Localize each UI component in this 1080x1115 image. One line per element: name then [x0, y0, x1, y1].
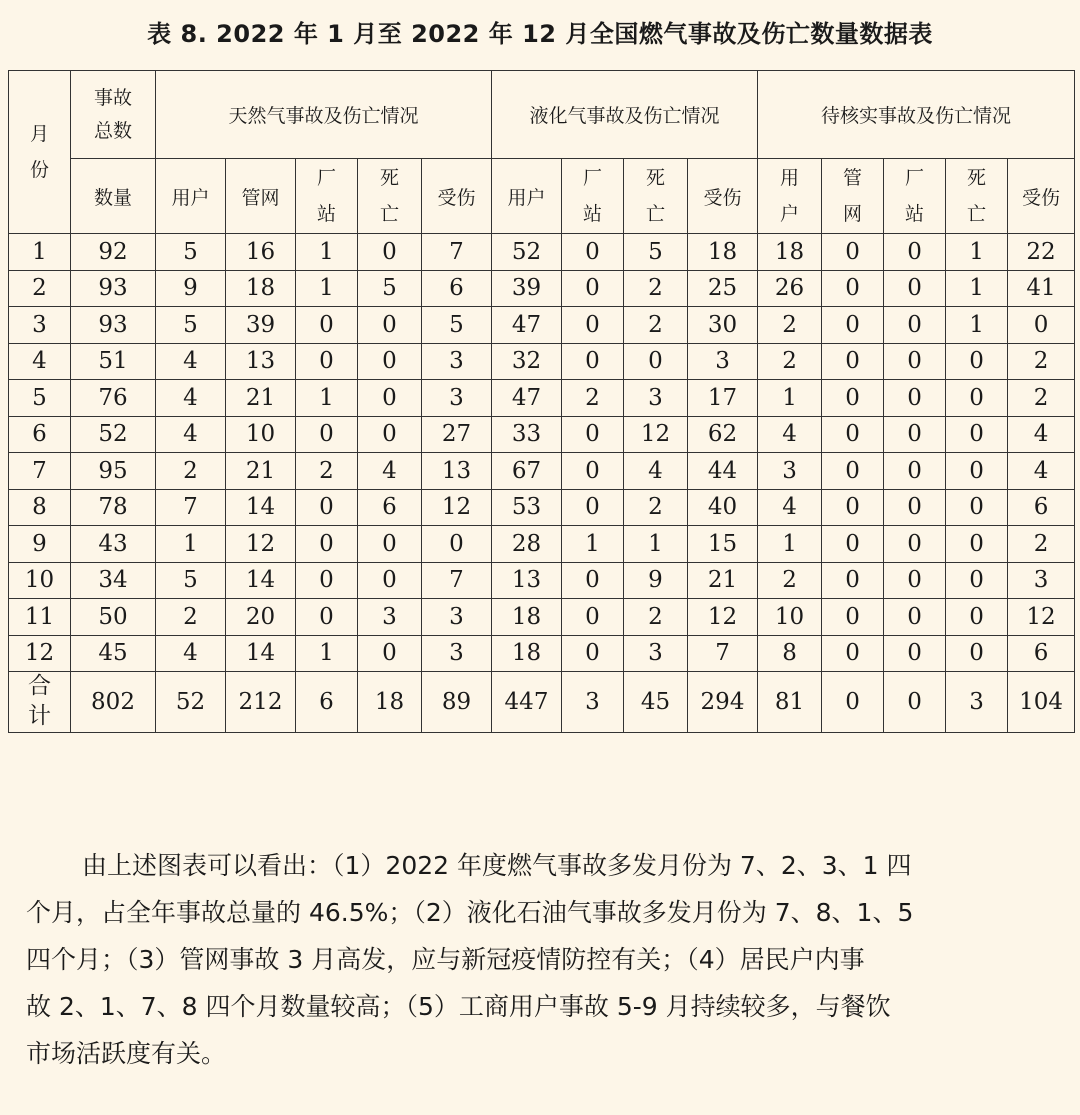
- month-cell: 8: [9, 489, 71, 526]
- table-cell: 7: [422, 234, 492, 271]
- table-cell: 16: [226, 234, 296, 271]
- table-cell: 0: [562, 635, 624, 672]
- table-cell: 1: [946, 307, 1008, 344]
- month-cell: 5: [9, 380, 71, 417]
- table-cell: 78: [71, 489, 156, 526]
- table-cell: 21: [226, 380, 296, 417]
- table-cell: 1: [946, 270, 1008, 307]
- header-lpg-station: 厂 站: [562, 159, 624, 234]
- table-cell: 0: [562, 489, 624, 526]
- table-cell: 10: [758, 599, 822, 636]
- table-cell: 0: [946, 599, 1008, 636]
- table-cell: 1: [296, 234, 358, 271]
- table-row: [9, 599, 1075, 636]
- table-row: [9, 270, 1075, 307]
- table-row: [9, 526, 1075, 563]
- table-cell: 92: [71, 234, 156, 271]
- total-cell: 81: [758, 672, 822, 733]
- table-cell: 0: [1008, 307, 1075, 344]
- total-cell: 447: [492, 672, 562, 733]
- table-cell: 0: [884, 635, 946, 672]
- table-cell: 0: [822, 307, 884, 344]
- table-cell: 12: [688, 599, 758, 636]
- table-cell: 7: [156, 489, 226, 526]
- table-cell: 4: [156, 343, 226, 380]
- table-cell: 4: [156, 380, 226, 417]
- table-cell: 0: [884, 380, 946, 417]
- table-cell: 5: [156, 562, 226, 599]
- table-cell: 3: [422, 599, 492, 636]
- table-cell: 4: [358, 453, 422, 490]
- total-cell: 3: [562, 672, 624, 733]
- header-lpg: 液化气事故及伤亡情况: [492, 71, 758, 159]
- analysis-paragraph: [26, 842, 1060, 1077]
- table-cell: 0: [822, 234, 884, 271]
- table-cell: 3: [758, 453, 822, 490]
- table-cell: 0: [884, 453, 946, 490]
- table-cell: 4: [1008, 416, 1075, 453]
- table-cell: 12: [624, 416, 688, 453]
- table-cell: 0: [822, 635, 884, 672]
- table-cell: 14: [226, 562, 296, 599]
- table-cell: 0: [822, 562, 884, 599]
- table-row: [9, 343, 1075, 380]
- table-cell: 1: [624, 526, 688, 563]
- header-p-death: 死 亡: [946, 159, 1008, 234]
- table-cell: 5: [156, 307, 226, 344]
- table-cell: 3: [422, 380, 492, 417]
- table-cell: 0: [358, 307, 422, 344]
- header-p-injury: 受伤: [1008, 159, 1075, 234]
- table-cell: 0: [946, 526, 1008, 563]
- table-cell: 4: [156, 635, 226, 672]
- table-cell: 0: [822, 599, 884, 636]
- table-cell: 33: [492, 416, 562, 453]
- table-cell: 0: [884, 562, 946, 599]
- table-cell: 3: [358, 599, 422, 636]
- table-cell: 0: [358, 380, 422, 417]
- table-cell: 4: [1008, 453, 1075, 490]
- table-cell: 0: [296, 562, 358, 599]
- table-cell: 47: [492, 380, 562, 417]
- table-cell: 17: [688, 380, 758, 417]
- table-cell: 67: [492, 453, 562, 490]
- table-body: [9, 234, 1075, 672]
- table-cell: 0: [296, 599, 358, 636]
- month-cell: 2: [9, 270, 71, 307]
- table-cell: 0: [562, 270, 624, 307]
- total-cell: 3: [946, 672, 1008, 733]
- table-cell: 0: [562, 343, 624, 380]
- table-cell: 0: [562, 307, 624, 344]
- table-cell: 5: [422, 307, 492, 344]
- table-cell: 0: [884, 307, 946, 344]
- table-cell: 12: [1008, 599, 1075, 636]
- table-cell: 1: [562, 526, 624, 563]
- table-cell: 40: [688, 489, 758, 526]
- table-cell: 27: [422, 416, 492, 453]
- header-p-user: 用 户: [758, 159, 822, 234]
- table-cell: 0: [946, 562, 1008, 599]
- table-cell: 4: [624, 453, 688, 490]
- total-cell: 52: [156, 672, 226, 733]
- table-cell: 21: [226, 453, 296, 490]
- table-cell: 18: [688, 234, 758, 271]
- table-cell: 0: [296, 489, 358, 526]
- table-cell: 21: [688, 562, 758, 599]
- table-cell: 2: [562, 380, 624, 417]
- header-p-station: 厂 站: [884, 159, 946, 234]
- header-ng-injury: 受伤: [422, 159, 492, 234]
- table-cell: 3: [422, 635, 492, 672]
- month-cell: 4: [9, 343, 71, 380]
- header-count: 数量: [71, 159, 156, 234]
- month-cell: 11: [9, 599, 71, 636]
- header-total: 事故 总数: [71, 71, 156, 159]
- table-cell: 3: [422, 343, 492, 380]
- month-cell: 1: [9, 234, 71, 271]
- header-lpg-death: 死 亡: [624, 159, 688, 234]
- table-cell: 3: [624, 380, 688, 417]
- table-cell: 0: [358, 416, 422, 453]
- table-cell: 2: [624, 599, 688, 636]
- table-cell: 0: [946, 453, 1008, 490]
- month-cell: 6: [9, 416, 71, 453]
- table-cell: 0: [562, 416, 624, 453]
- table-cell: 52: [492, 234, 562, 271]
- table-cell: 2: [156, 453, 226, 490]
- table-cell: 9: [156, 270, 226, 307]
- table-cell: 25: [688, 270, 758, 307]
- table-cell: 62: [688, 416, 758, 453]
- table-cell: 0: [822, 380, 884, 417]
- paragraph-line: 由上述图表可以看出：（1）2022 年度燃气事故多发月份为 7、2、3、1 四: [82, 851, 912, 880]
- table-cell: 0: [358, 562, 422, 599]
- table-cell: 0: [358, 526, 422, 563]
- table-cell: 3: [1008, 562, 1075, 599]
- table-cell: 2: [1008, 380, 1075, 417]
- table-cell: 6: [1008, 635, 1075, 672]
- table-cell: 0: [946, 380, 1008, 417]
- table-cell: 0: [946, 343, 1008, 380]
- table-cell: 93: [71, 307, 156, 344]
- table-cell: 2: [624, 489, 688, 526]
- table-cell: 14: [226, 489, 296, 526]
- table-cell: 1: [758, 380, 822, 417]
- table-cell: 0: [822, 270, 884, 307]
- table-cell: 0: [884, 489, 946, 526]
- table-cell: 2: [758, 343, 822, 380]
- table-row: [9, 562, 1075, 599]
- table-cell: 13: [422, 453, 492, 490]
- table-cell: 18: [492, 635, 562, 672]
- header-lpg-injury: 受伤: [688, 159, 758, 234]
- table-cell: 2: [1008, 343, 1075, 380]
- table-cell: 0: [884, 343, 946, 380]
- table-cell: 0: [946, 635, 1008, 672]
- table-cell: 20: [226, 599, 296, 636]
- table-cell: 0: [884, 599, 946, 636]
- table-cell: 5: [358, 270, 422, 307]
- table-row: [9, 234, 1075, 271]
- header-ng-death: 死 亡: [358, 159, 422, 234]
- table-cell: 0: [562, 599, 624, 636]
- table-cell: 4: [758, 416, 822, 453]
- table-cell: 1: [758, 526, 822, 563]
- table-cell: 0: [296, 416, 358, 453]
- table-cell: 14: [226, 635, 296, 672]
- table-cell: 0: [624, 343, 688, 380]
- total-cell: 0: [822, 672, 884, 733]
- table-cell: 32: [492, 343, 562, 380]
- table-cell: 50: [71, 599, 156, 636]
- table-cell: 0: [296, 307, 358, 344]
- table-cell: 13: [226, 343, 296, 380]
- table-cell: 3: [688, 343, 758, 380]
- total-cell: 89: [422, 672, 492, 733]
- total-cell: 6: [296, 672, 358, 733]
- table-cell: 28: [492, 526, 562, 563]
- table-cell: 1: [296, 380, 358, 417]
- header-natural-gas: 天然气事故及伤亡情况: [156, 71, 492, 159]
- table-cell: 51: [71, 343, 156, 380]
- table-cell: 0: [884, 234, 946, 271]
- total-cell: 0: [884, 672, 946, 733]
- total-cell: 802: [71, 672, 156, 733]
- table-cell: 0: [422, 526, 492, 563]
- header-ng-user: 用户: [156, 159, 226, 234]
- table-cell: 6: [1008, 489, 1075, 526]
- table-cell: 0: [884, 270, 946, 307]
- table-cell: 2: [624, 270, 688, 307]
- table-cell: 0: [822, 489, 884, 526]
- table-cell: 10: [226, 416, 296, 453]
- table-cell: 0: [884, 526, 946, 563]
- table-cell: 18: [492, 599, 562, 636]
- month-cell: 10: [9, 562, 71, 599]
- table-row: [9, 453, 1075, 490]
- table-cell: 41: [1008, 270, 1075, 307]
- total-label: 合 计: [9, 672, 71, 733]
- table-cell: 93: [71, 270, 156, 307]
- table-cell: 34: [71, 562, 156, 599]
- table-cell: 5: [156, 234, 226, 271]
- table-cell: 30: [688, 307, 758, 344]
- table-cell: 18: [758, 234, 822, 271]
- header-lpg-user: 用户: [492, 159, 562, 234]
- table-cell: 76: [71, 380, 156, 417]
- table-cell: 1: [156, 526, 226, 563]
- month-cell: 9: [9, 526, 71, 563]
- table-cell: 1: [946, 234, 1008, 271]
- table-title: 表 8. 2022 年 1 月至 2022 年 12 月全国燃气事故及伤亡数量数据表: [147, 20, 933, 48]
- table-cell: 95: [71, 453, 156, 490]
- table-cell: 9: [624, 562, 688, 599]
- table-cell: 0: [562, 562, 624, 599]
- table-cell: 6: [358, 489, 422, 526]
- month-cell: 7: [9, 453, 71, 490]
- table-cell: 0: [822, 526, 884, 563]
- total-cell: 45: [624, 672, 688, 733]
- table-cell: 0: [822, 453, 884, 490]
- table-row: [9, 416, 1075, 453]
- table-cell: 8: [758, 635, 822, 672]
- table-cell: 7: [422, 562, 492, 599]
- table-cell: 15: [688, 526, 758, 563]
- total-cell: 212: [226, 672, 296, 733]
- table-row: [9, 380, 1075, 417]
- table-cell: 39: [492, 270, 562, 307]
- table-row: [9, 635, 1075, 672]
- table-cell: 0: [822, 343, 884, 380]
- table-cell: 0: [358, 343, 422, 380]
- total-cell: 294: [688, 672, 758, 733]
- header-ng-pipe: 管网: [226, 159, 296, 234]
- table-cell: 39: [226, 307, 296, 344]
- header-ng-station: 厂 站: [296, 159, 358, 234]
- table-cell: 3: [624, 635, 688, 672]
- table-cell: 6: [422, 270, 492, 307]
- table-cell: 0: [562, 234, 624, 271]
- paragraph-line: 个月，占全年事故总量的 46.5%；（2）液化石油气事故多发月份为 7、8、1、5: [26, 898, 914, 927]
- paragraph-line: 市场活跃度有关。: [26, 1039, 227, 1068]
- table-cell: 0: [296, 526, 358, 563]
- table-cell: 13: [492, 562, 562, 599]
- header-month: 月 份: [9, 71, 71, 234]
- table-cell: 53: [492, 489, 562, 526]
- table-cell: 0: [358, 234, 422, 271]
- table-cell: 7: [688, 635, 758, 672]
- header-pending: 待核实事故及伤亡情况: [758, 71, 1075, 159]
- paragraph-line: 四个月；（3）管网事故 3 月高发，应与新冠疫情防控有关；（4）居民户内事: [26, 945, 865, 974]
- table-cell: 0: [822, 416, 884, 453]
- total-cell: 104: [1008, 672, 1075, 733]
- table-cell: 18: [226, 270, 296, 307]
- table-row: [9, 489, 1075, 526]
- table-cell: 2: [156, 599, 226, 636]
- header-p-pipe: 管 网: [822, 159, 884, 234]
- total-row: [9, 672, 1075, 733]
- table-cell: 26: [758, 270, 822, 307]
- gas-accident-table: [8, 70, 1075, 733]
- table-cell: 0: [296, 343, 358, 380]
- table-cell: 0: [946, 489, 1008, 526]
- table-cell: 22: [1008, 234, 1075, 271]
- table-cell: 2: [1008, 526, 1075, 563]
- table-cell: 1: [296, 270, 358, 307]
- table-cell: 0: [358, 635, 422, 672]
- month-cell: 12: [9, 635, 71, 672]
- table-cell: 45: [71, 635, 156, 672]
- table-cell: 0: [884, 416, 946, 453]
- table-cell: 4: [156, 416, 226, 453]
- table-cell: 5: [624, 234, 688, 271]
- table-cell: 12: [226, 526, 296, 563]
- table-cell: 47: [492, 307, 562, 344]
- table-cell: 2: [758, 562, 822, 599]
- table-cell: 0: [562, 453, 624, 490]
- table-cell: 1: [296, 635, 358, 672]
- table-row: [9, 307, 1075, 344]
- table-cell: 44: [688, 453, 758, 490]
- table-cell: 43: [71, 526, 156, 563]
- table-cell: 0: [946, 416, 1008, 453]
- table-cell: 4: [758, 489, 822, 526]
- table-cell: 2: [296, 453, 358, 490]
- total-cell: 18: [358, 672, 422, 733]
- table-cell: 2: [624, 307, 688, 344]
- month-cell: 3: [9, 307, 71, 344]
- table-cell: 2: [758, 307, 822, 344]
- table-cell: 12: [422, 489, 492, 526]
- table-cell: 52: [71, 416, 156, 453]
- paragraph-line: 故 2、1、7、8 四个月数量较高；（5）工商用户事故 5-9 月持续较多，与餐饮: [26, 992, 891, 1021]
